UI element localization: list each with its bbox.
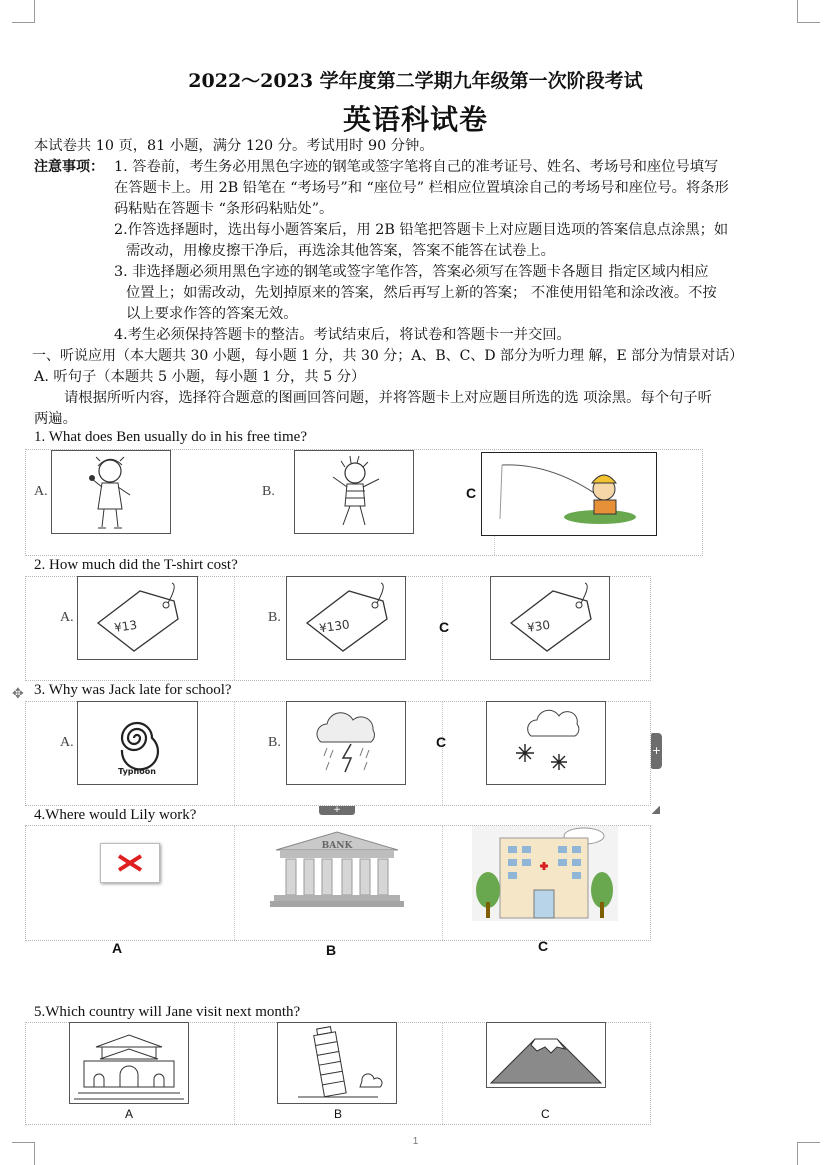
q1-option-b-label: B. (262, 484, 275, 499)
mount-fuji-icon (487, 1023, 605, 1087)
add-column-handle[interactable]: + (651, 733, 662, 769)
q3-option-b-label: B. (268, 735, 281, 750)
q2-option-a-label: A. (60, 610, 74, 625)
q1-option-b-picture (294, 450, 414, 534)
crop-mark-top-left (12, 0, 35, 23)
q4-option-b-label: B (326, 942, 337, 958)
q1-option-c-picture (481, 452, 657, 536)
notice-4: 4.考生必须保持答题卡的整洁。考试结束后，将试卷和答题卡一并交回。 (114, 327, 571, 343)
q4-option-c-label: C (538, 938, 549, 954)
q2-divider-1 (234, 577, 235, 680)
q4-option-b-picture (266, 828, 408, 908)
q2-option-b-price: ¥130 (318, 617, 351, 636)
q5-option-b-label: B (334, 1107, 343, 1121)
q1-option-a-picture (51, 450, 171, 534)
price-tag-icon (78, 577, 197, 659)
thunderstorm-icon (287, 702, 405, 784)
q2-option-c-price: ¥30 (526, 617, 551, 635)
q5-option-a-picture (69, 1022, 189, 1104)
partA-instruction: 请根据所听内容，选择符合题意的图画回答问题，并将答题卡上对应题目所选的选 项涂黑。每个句子听 (64, 390, 712, 406)
q4-divider-1 (234, 826, 235, 940)
typhoon-icon (78, 702, 197, 784)
notice-1a: 1. 答卷前，考生务必用黑色字迹的钢笔或签字笔将自己的准考证号、姓名、考场号和座位号填写 (114, 159, 719, 175)
notice-2b: 需改动，用橡皮擦干净后，再选涂其他答案，答案不能答在试卷上。 (126, 243, 555, 259)
question-3: 3. Why was Jack late for school? (34, 682, 232, 698)
q5-option-c-picture (486, 1022, 606, 1088)
price-tag-icon (287, 577, 405, 659)
notice-3b: 位置上；如需改动，先划掉原来的答案，然后再写上新的答案； 不准使用铅笔和涂改液。不按 (126, 285, 717, 301)
notice-1b: 在答题卡上。用 2B 铅笔在 “考场号”和 “座位号” 栏相应位置填涂自己的考场号和座位号。将条形 (114, 180, 729, 196)
snow-icon (487, 702, 605, 784)
notice-label: 注意事项： (34, 159, 104, 175)
q3-option-a-picture (77, 701, 198, 785)
move-handle-icon[interactable]: ✥ (12, 686, 24, 702)
q4-option-a-label: A (112, 940, 123, 956)
q2-option-a-picture (77, 576, 198, 660)
notice-2a: 2.作答选择题时，选出每小题答案后，用 2B 铅笔把答题卡上对应题目选项的答案信息点涂黑；如 (114, 222, 729, 238)
partA-instruction-cont: 两遍。 (34, 411, 77, 427)
tiananmen-icon (70, 1023, 188, 1103)
q4-divider-2 (442, 826, 443, 940)
typhoon-label: Typhoon (118, 767, 156, 776)
q5-option-b-picture (277, 1022, 397, 1104)
price-tag-icon (491, 577, 609, 659)
hospital-icon (472, 826, 618, 921)
table-resize-handle[interactable] (652, 806, 660, 814)
q2-option-b-picture (286, 576, 406, 660)
question-2: 2. How much did the T-shirt cost? (34, 557, 238, 573)
q2-option-b-label: B. (268, 610, 281, 625)
exam-title: 2022～2023 学年度第二学期九年级第一次阶段考试 (188, 70, 643, 92)
notice-1c: 码粘贴在答题卡 “条形码粘贴处”。 (114, 201, 334, 217)
q1-option-a-label: A. (34, 484, 48, 499)
q3-option-b-picture (286, 701, 406, 785)
broken-image-icon (100, 843, 160, 883)
question-5: 5.Which country will Jane visit next month? (34, 1004, 301, 1020)
q2-option-c-picture (490, 576, 610, 660)
q4-option-c-picture (472, 826, 618, 921)
q3-option-a-label: A. (60, 735, 74, 750)
crop-mark-top-right (797, 0, 820, 23)
q3-option-c-picture (486, 701, 606, 785)
notice-3c: 以上要求作答的答案无效。 (126, 306, 298, 322)
section1-heading: 一、听说应用（本大题共 30 小题，每小题 1 分，共 30 分；A、B、C、D 部分为听力理 解，E 部分为情景对话） (32, 348, 744, 364)
exam-info: 本试卷共 10 页，81 小题，满分 120 分。考试用时 90 分钟。 (34, 138, 434, 154)
q1-option-c-label: C (466, 485, 477, 501)
dancing-boy-icon (295, 451, 413, 533)
leaning-tower-icon (278, 1023, 396, 1103)
singing-girl-icon (52, 451, 170, 533)
question-4: 4.Where would Lily work? (34, 807, 197, 823)
fishing-icon (482, 453, 655, 534)
q2-option-c-label: C (439, 619, 450, 635)
question-1: 1. What does Ben usually do in his free time? (34, 429, 307, 445)
notice-3a: 3. 非选择题必须用黑色字迹的钢笔或签字笔作答，答案必须写在答题卡各题目 指定区域内相应 (114, 264, 709, 280)
add-row-handle[interactable]: + (319, 806, 355, 815)
page-number: 1 (412, 1136, 419, 1147)
q5-divider-1 (234, 1023, 235, 1124)
bank-building-icon (266, 828, 408, 908)
q5-option-c-label: C (541, 1107, 550, 1121)
bank-sign: BANK (321, 841, 353, 851)
exam-subtitle: 英语科试卷 (342, 103, 488, 136)
q3-divider-1 (234, 702, 235, 805)
q3-divider-2 (442, 702, 443, 805)
q2-option-a-price: ¥13 (113, 617, 138, 635)
q5-divider-2 (442, 1023, 443, 1124)
q3-option-c-label: C (436, 734, 447, 750)
partA-heading: A. 听句子（本题共 5 小题，每小题 1 分，共 5 分） (34, 369, 366, 385)
q5-option-a-label: A (125, 1107, 134, 1121)
